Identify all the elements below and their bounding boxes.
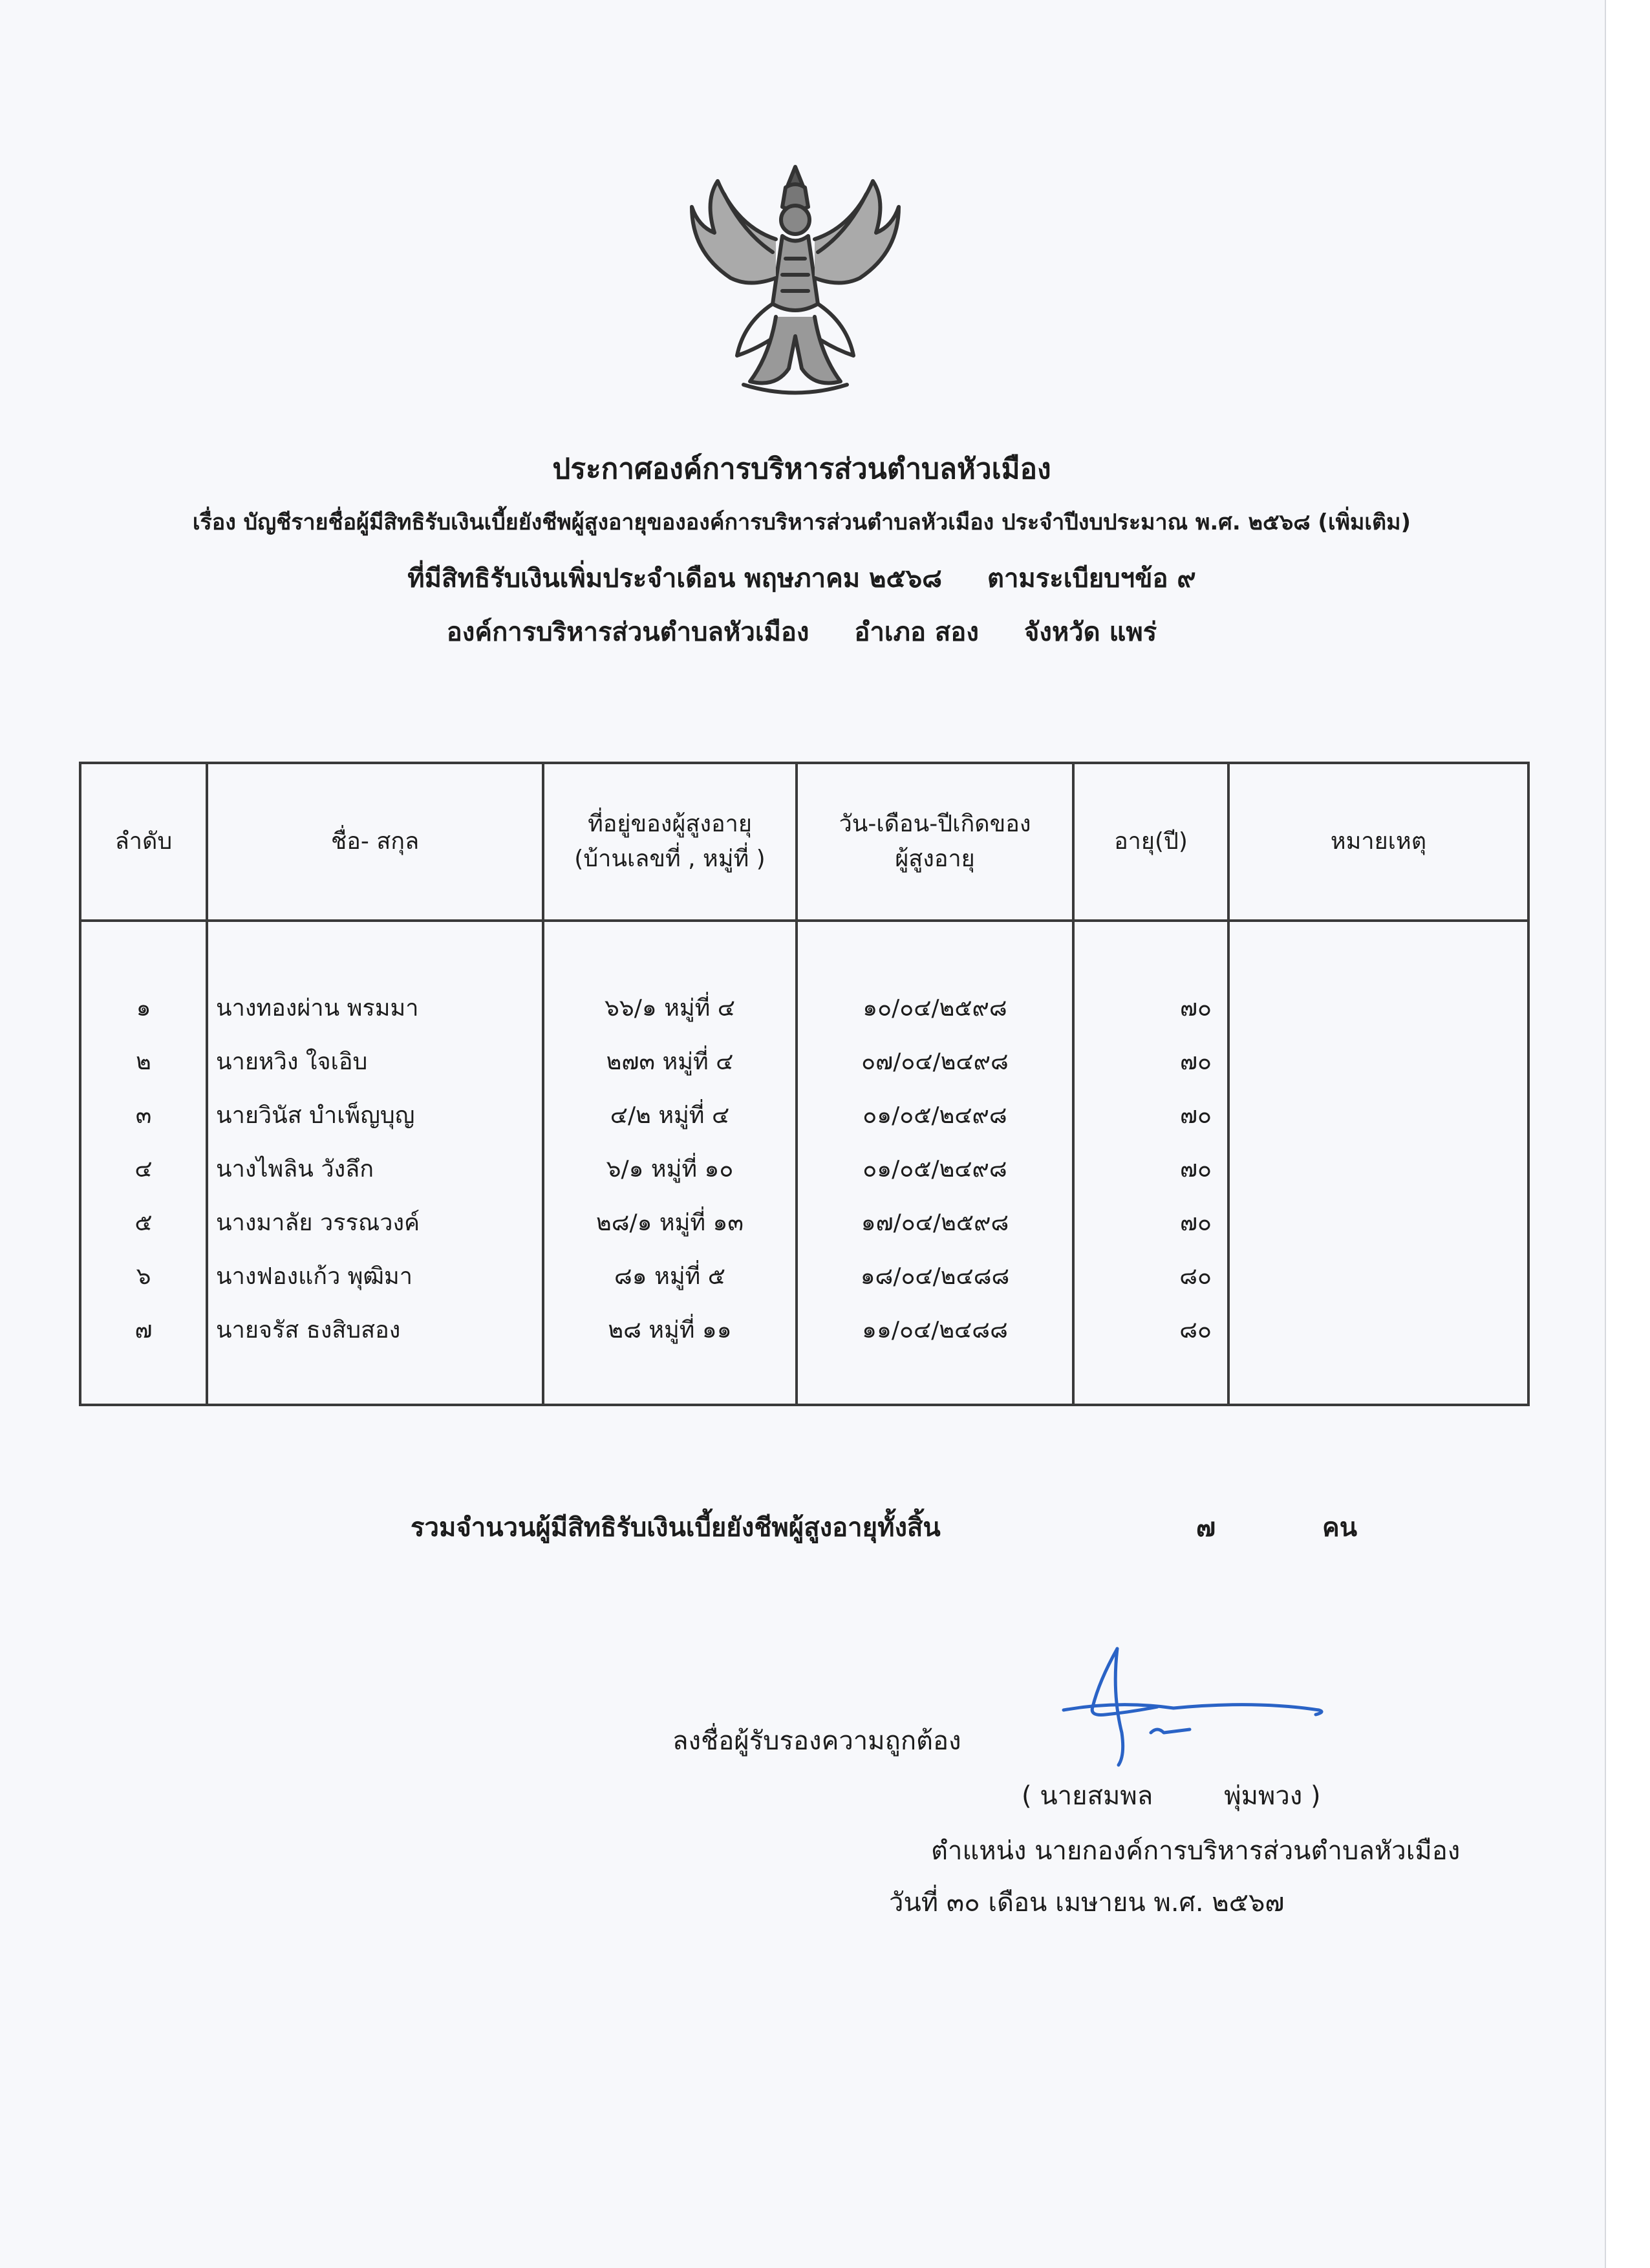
signer-first-name: ( นายสมพล — [1022, 1781, 1153, 1811]
cell-name: นายหวิง ใจเอิบ — [207, 1035, 543, 1089]
cell-note — [1228, 1196, 1528, 1250]
col-header-age: อายุ(ปี) — [1073, 763, 1228, 921]
col-header-address-line1: ที่อยู่ของผู้สูงอายุ — [588, 811, 752, 837]
cell-age: ๗๐ — [1073, 1142, 1228, 1196]
cell-no: ๓ — [80, 1089, 207, 1142]
table-row — [80, 1035, 1528, 1089]
col-header-dob-line1: วัน-เดือน-ปีเกิดของ — [839, 811, 1031, 837]
cell-no: ๒ — [80, 1035, 207, 1089]
handwritten-signature — [1060, 1636, 1332, 1778]
table-spacer-row — [80, 921, 1528, 981]
col-header-note: หมายเหตุ — [1228, 763, 1528, 921]
cell-name: นางมาลัย วรรณวงค์ — [207, 1196, 543, 1250]
cell-dob: ๐๑/๐๕/๒๔๙๘ — [797, 1142, 1073, 1196]
cell-name: นางฟองแก้ว พุฒิมา — [207, 1250, 543, 1303]
cell-note — [1228, 1303, 1528, 1357]
cell-address: ๒๗๓ หมู่ที่ ๔ — [543, 1035, 797, 1089]
cell-no: ๑ — [80, 981, 207, 1035]
signature-date: วันที่ ๓๐ เดือน เมษายน พ.ศ. ๒๕๖๗ — [889, 1888, 1285, 1918]
announcement-location-line — [0, 611, 1603, 652]
cell-address: ๔/๒ หมู่ที่ ๔ — [543, 1089, 797, 1142]
cell-no: ๕ — [80, 1196, 207, 1250]
page-edge — [1605, 0, 1650, 2268]
table-row — [80, 1142, 1528, 1196]
cell-note — [1228, 981, 1528, 1035]
cell-name: นายวินัส บำเพ็ญบุญ — [207, 1089, 543, 1142]
cell-age: ๘๐ — [1073, 1250, 1228, 1303]
col-header-address-line2: (บ้านเลขที่ , หมู่ที่ ) — [574, 846, 766, 872]
month-text: ที่มีสิทธิรับเงินเพิ่มประจำเดือน พฤษภาคม ๒๕๖๘ — [407, 564, 942, 594]
cell-note — [1228, 1089, 1528, 1142]
garuda-emblem-icon — [679, 155, 912, 407]
cell-dob: ๑๐/๐๔/๒๕๙๘ — [797, 981, 1073, 1035]
cell-address: ๘๑ หมู่ที่ ๕ — [543, 1250, 797, 1303]
cell-address: ๖๖/๑ หมู่ที่ ๔ — [543, 981, 797, 1035]
regulation-text: ตามระเบียบฯข้อ ๙ — [987, 564, 1196, 594]
cell-dob: ๑๘/๐๔/๒๔๘๘ — [797, 1250, 1073, 1303]
table-row — [80, 1303, 1528, 1357]
cell-dob: ๑๑/๐๔/๒๔๘๘ — [797, 1303, 1073, 1357]
cell-note — [1228, 1035, 1528, 1089]
cell-age: ๗๐ — [1073, 981, 1228, 1035]
signer-last-name: พุ่มพวง ) — [1224, 1781, 1321, 1811]
cell-address: ๒๘/๑ หมู่ที่ ๑๓ — [543, 1196, 797, 1250]
signer-name — [1022, 1775, 1321, 1816]
total-unit: คน — [1322, 1513, 1358, 1543]
province-text: จังหวัด แพร่ — [1023, 617, 1157, 647]
cell-name: นายจรัส ธงสิบสอง — [207, 1303, 543, 1357]
cell-dob: ๐๑/๐๕/๒๔๙๘ — [797, 1089, 1073, 1142]
signer-position: ตำแหน่ง นายกองค์การบริหารส่วนตำบลหัวเมือง — [931, 1836, 1461, 1866]
col-header-dob — [797, 763, 1073, 921]
table-header-row — [80, 763, 1528, 921]
table-row — [80, 981, 1528, 1035]
cell-age: ๗๐ — [1073, 1089, 1228, 1142]
org-text: องค์การบริหารส่วนตำบลหัวเมือง — [446, 617, 809, 647]
cell-note — [1228, 1142, 1528, 1196]
district-text: อำเภอ สอง — [854, 617, 979, 647]
beneficiary-table — [79, 762, 1530, 1406]
table-row — [80, 1250, 1528, 1303]
col-header-no: ลำดับ — [80, 763, 207, 921]
table-row — [80, 1196, 1528, 1250]
cell-no: ๔ — [80, 1142, 207, 1196]
signature-label: ลงชื่อผู้รับรองความถูกต้อง — [672, 1726, 961, 1756]
cell-age: ๗๐ — [1073, 1196, 1228, 1250]
table-filler-row — [80, 1357, 1528, 1405]
cell-note — [1228, 1250, 1528, 1303]
col-header-name: ชื่อ- สกุล — [207, 763, 543, 921]
cell-age: ๘๐ — [1073, 1303, 1228, 1357]
col-header-address — [543, 763, 797, 921]
cell-age: ๗๐ — [1073, 1035, 1228, 1089]
table-row — [80, 1089, 1528, 1142]
cell-address: ๒๘ หมู่ที่ ๑๑ — [543, 1303, 797, 1357]
cell-no: ๖ — [80, 1250, 207, 1303]
cell-dob: ๐๗/๐๔/๒๔๙๘ — [797, 1035, 1073, 1089]
cell-address: ๖/๑ หมู่ที่ ๑๐ — [543, 1142, 797, 1196]
cell-dob: ๑๗/๐๔/๒๕๙๘ — [797, 1196, 1073, 1250]
announcement-title: ประกาศองค์การบริหารส่วนตำบลหัวเมือง — [552, 453, 1051, 486]
cell-name: นางทองผ่าน พรมมา — [207, 981, 543, 1035]
total-count: ๗ — [1196, 1513, 1216, 1543]
announcement-month-line — [0, 557, 1603, 599]
total-label: รวมจำนวนผู้มีสิทธิรับเงินเบี้ยยังชีพผู้สูงอายุทั้งสิ้น — [411, 1513, 941, 1543]
announcement-subject: เรื่อง บัญชีรายชื่อผู้มีสิทธิรับเงินเบี้ยยังชีพผู้สูงอายุขององค์การบริหารส่วนตำบลหัวเมือง ประจำปีงบประมาณ พ.ศ. ๒๕๖๘ (เพิ่มเติม) — [192, 509, 1411, 535]
col-header-dob-line2: ผู้สูงอายุ — [895, 846, 975, 872]
cell-no: ๗ — [80, 1303, 207, 1357]
cell-name: นางไพลิน วังลึก — [207, 1142, 543, 1196]
